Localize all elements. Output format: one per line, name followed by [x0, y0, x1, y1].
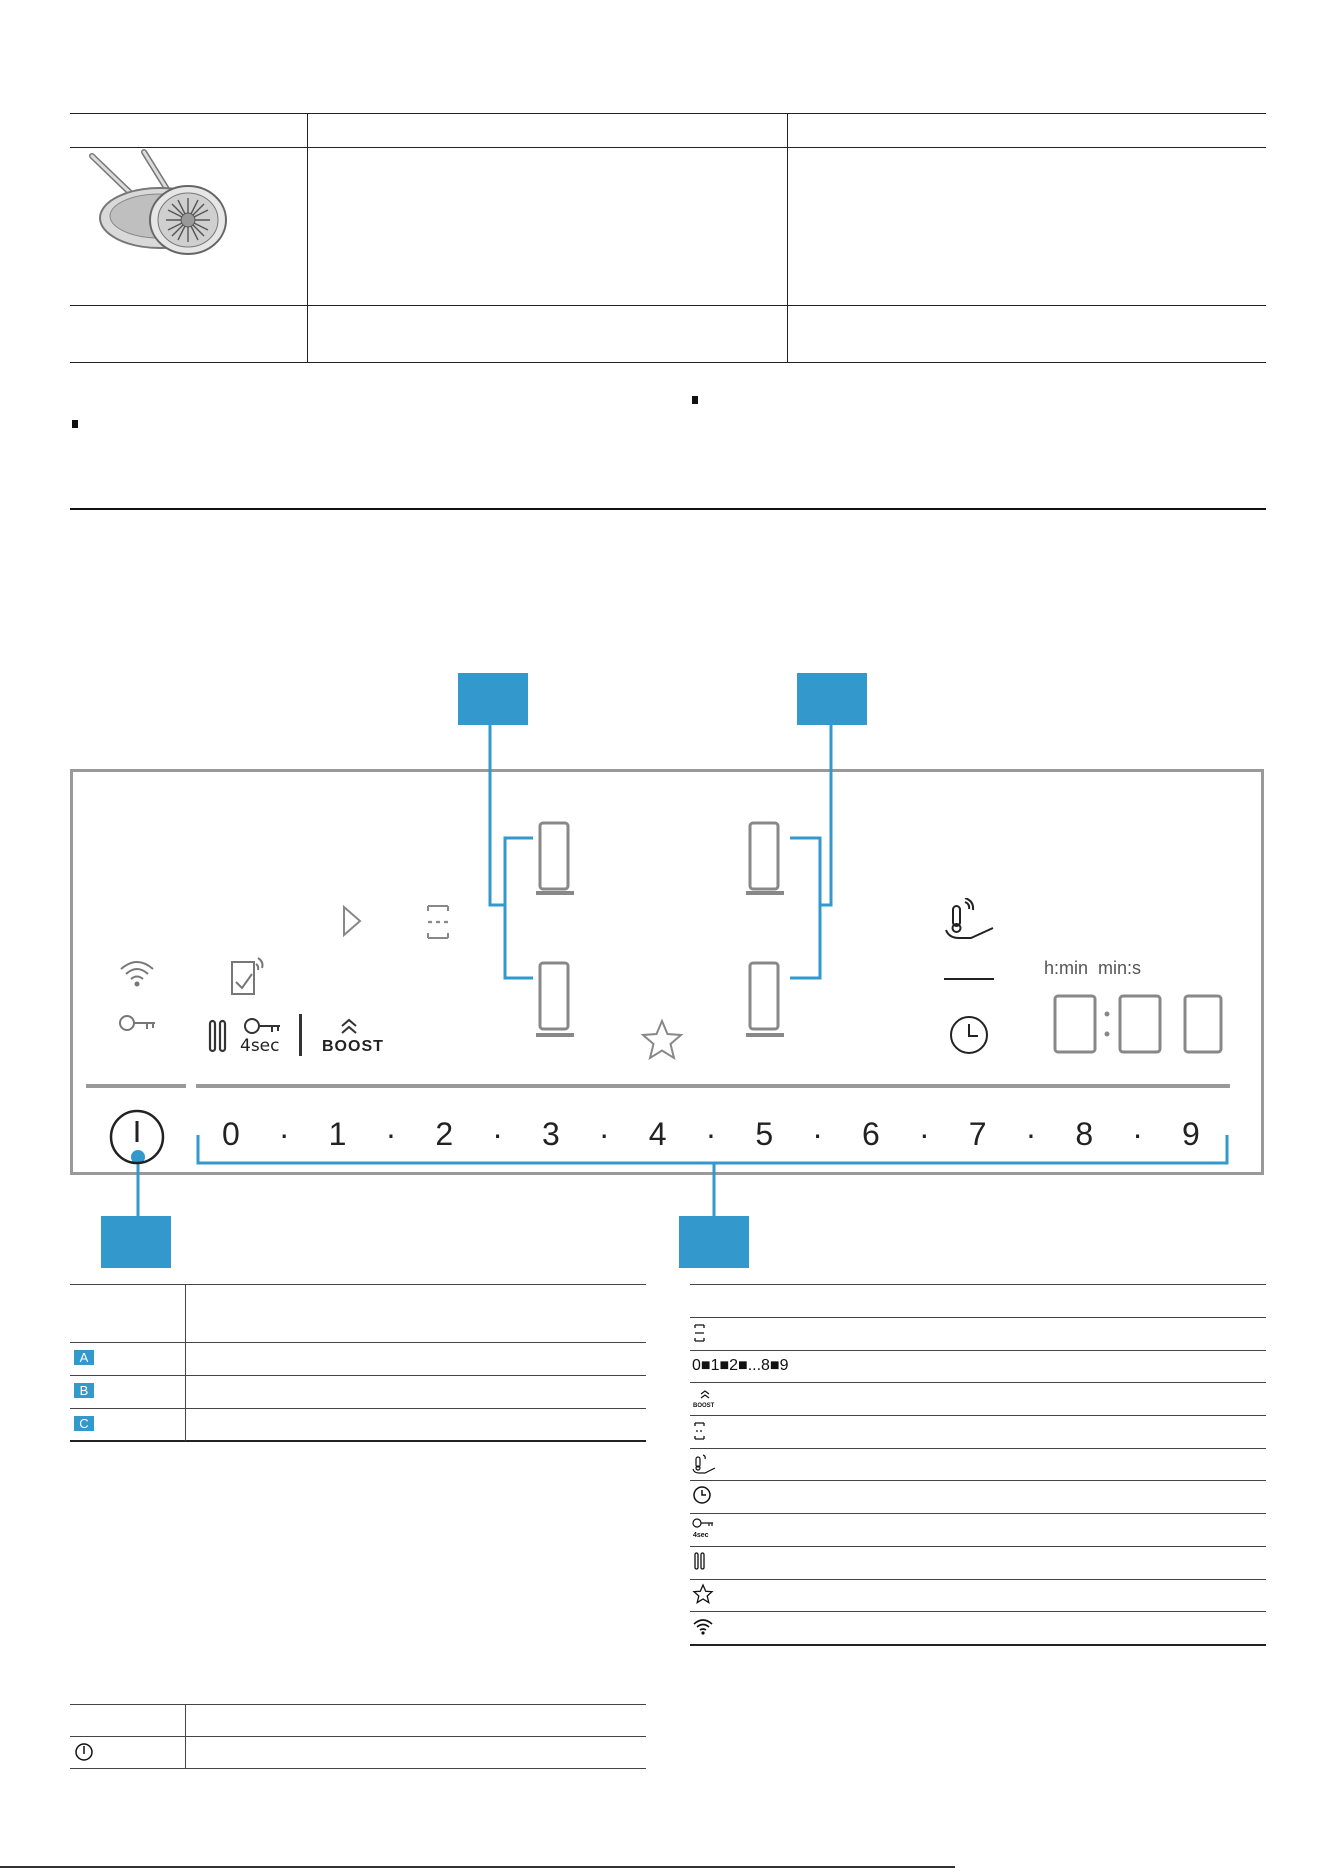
footer-rule: [0, 1866, 955, 1868]
wifi-icon: [692, 1617, 714, 1637]
timer-units-label: h:min min:s: [1044, 958, 1142, 978]
scale-value[interactable]: 2: [435, 1115, 454, 1152]
star-icon: [692, 1583, 714, 1605]
table-row: [70, 1768, 646, 1769]
scale-value[interactable]: 0: [222, 1115, 240, 1152]
tag-b: B: [74, 1383, 94, 1398]
pause-icon[interactable]: [206, 1018, 230, 1054]
scale-separator: ·: [812, 1115, 823, 1152]
scale-separator: ·: [385, 1115, 397, 1152]
table-row: [690, 1350, 1266, 1351]
scale-separator: ·: [705, 1115, 717, 1152]
scale-separator: ·: [918, 1115, 930, 1152]
scale-separator: ·: [492, 1115, 503, 1152]
table-divider: [185, 1704, 186, 1769]
play-icon[interactable]: [340, 904, 364, 938]
power-icon: [74, 1742, 94, 1762]
boost-chevron-icon: [338, 1016, 360, 1036]
touch-slider-bar[interactable]: [196, 1084, 1230, 1088]
table-row: [70, 1284, 646, 1285]
scale-separator: ·: [598, 1115, 610, 1152]
sensor-divider: [944, 978, 994, 980]
star-icon[interactable]: [640, 1018, 684, 1062]
table-row: [690, 1480, 1266, 1481]
svg-text:BOOST: BOOST: [693, 1403, 715, 1408]
svg-text:4sec: 4sec: [693, 1532, 709, 1539]
table-row: [690, 1284, 1266, 1285]
table-row: [70, 1440, 646, 1442]
zone-display-front-left: [530, 815, 580, 1045]
pause-icon: [693, 1551, 707, 1573]
table-row: [690, 1546, 1266, 1547]
scale-value[interactable]: 3: [542, 1115, 560, 1152]
table-divider: [185, 1284, 186, 1441]
fry-sensor-icon: [691, 1452, 717, 1476]
table-row: [690, 1382, 1266, 1383]
table-row: [690, 1448, 1266, 1449]
childlock-4sec-icon: [691, 1517, 717, 1541]
boost-icon: [691, 1388, 719, 1408]
power-icon[interactable]: [106, 1108, 168, 1170]
table-row: [690, 1579, 1266, 1580]
clock-icon[interactable]: [948, 1014, 990, 1056]
clock-icon: [692, 1485, 714, 1507]
scale-value[interactable]: 5: [755, 1115, 774, 1152]
scale-value[interactable]: 6: [862, 1115, 880, 1152]
scale-separator: ·: [278, 1115, 290, 1152]
table-row: [70, 1342, 646, 1343]
boost-button[interactable]: BOOST: [322, 1038, 384, 1055]
scale-value[interactable]: 9: [1182, 1115, 1200, 1152]
tag-a: A: [74, 1350, 94, 1365]
table-row: [690, 1415, 1266, 1416]
panel-divider: [299, 1014, 302, 1056]
table-row: [690, 1317, 1266, 1318]
wifi-icon[interactable]: [117, 955, 157, 989]
table-row: [70, 1704, 646, 1705]
table-row: [690, 1611, 1266, 1612]
table-row: [690, 1644, 1266, 1646]
table-row: [70, 1408, 646, 1409]
key-icon[interactable]: [117, 1012, 159, 1034]
table-row: [690, 1513, 1266, 1514]
fry-sensor-icon[interactable]: [943, 898, 995, 944]
power-level-scale[interactable]: [222, 1112, 1200, 1156]
table-row: [70, 1375, 646, 1376]
scale-separator: ·: [1132, 1115, 1143, 1152]
childlock-4sec-icon[interactable]: [242, 1016, 286, 1038]
combine-zones-icon[interactable]: [424, 902, 454, 942]
table-row: [70, 1736, 646, 1737]
scale-value[interactable]: 7: [968, 1115, 987, 1152]
combine-zones-icon: [693, 1420, 707, 1442]
childlock-label: 4sec: [240, 1036, 280, 1056]
timer-display: [1050, 992, 1226, 1056]
scale-value[interactable]: 1: [328, 1115, 347, 1152]
scale-separator: ·: [1025, 1115, 1037, 1152]
power-bar: [86, 1084, 186, 1088]
scale-value[interactable]: 8: [1075, 1115, 1094, 1152]
tag-c: C: [74, 1416, 94, 1431]
zone-display-front-right: [740, 815, 790, 1045]
remote-start-icon[interactable]: [226, 952, 272, 998]
scale-value[interactable]: 4: [648, 1115, 667, 1152]
combine-zones-icon: [693, 1322, 707, 1344]
power-levels-label: 0■1■2■...8■9: [692, 1357, 789, 1374]
